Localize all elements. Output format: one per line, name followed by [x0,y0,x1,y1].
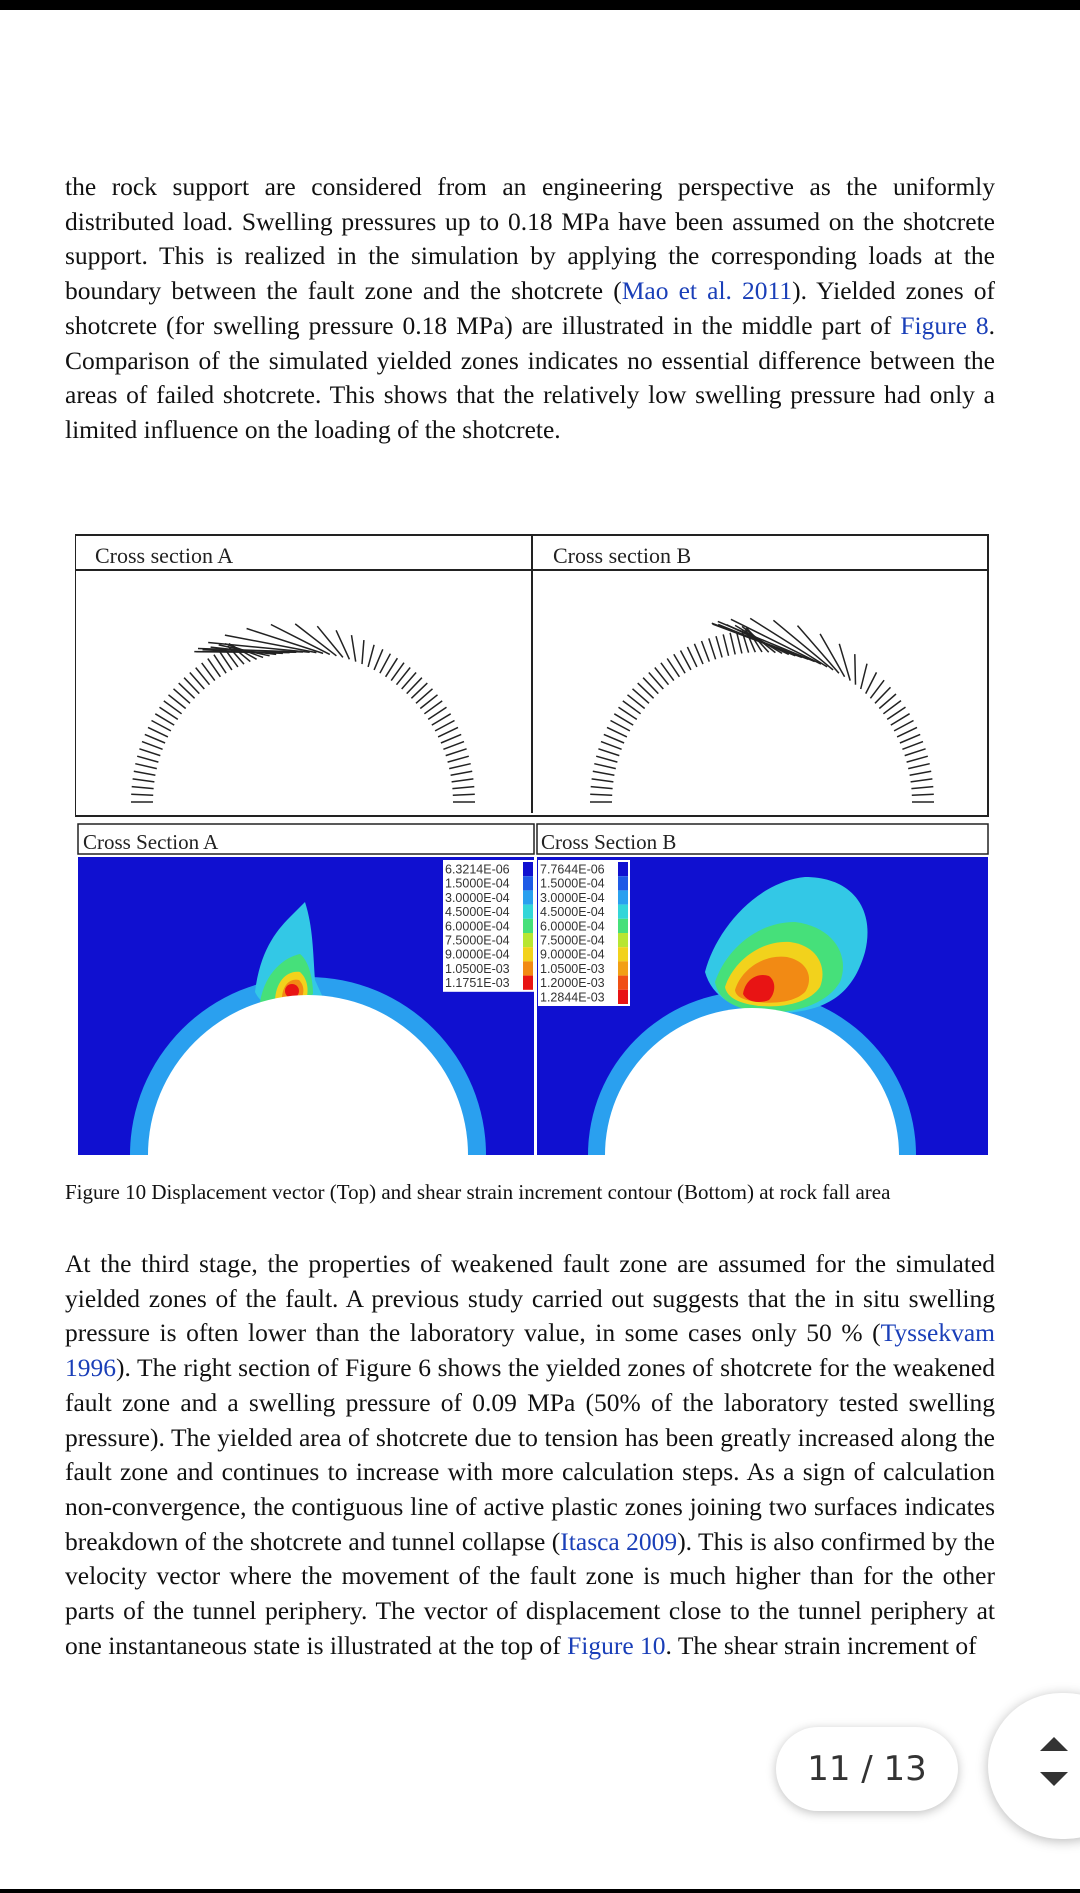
legend-label: 1.0500E-03 [445,961,510,976]
legend-label: 6.3214E-06 [445,862,510,877]
legend-label: 1.2000E-03 [540,976,605,991]
legend-label: 6.0000E-04 [540,919,605,934]
legend-swatch [523,876,533,890]
legend-swatch [523,890,533,904]
legend-swatch [523,976,533,990]
displacement-vector [912,794,934,795]
citation-link-mao[interactable]: Mao et al. 2011 [621,276,793,306]
legend-label: 9.0000E-04 [445,947,510,962]
displacement-vector [855,654,856,685]
page-down-icon[interactable] [1040,1772,1068,1786]
legend-swatch [618,905,628,919]
figure-8-link[interactable]: Figure 8 [900,310,989,340]
citation-link-tyssekvam[interactable]: Tyssekvam 1996 [65,1318,995,1383]
displacement-vector [453,794,475,795]
legend-swatch [618,876,628,890]
legend-label: 9.0000E-04 [540,947,605,962]
legend-label: 1.5000E-04 [540,876,605,891]
legend-swatch [618,862,628,876]
legend-swatch [523,905,533,919]
bottom-bar [0,1889,1080,1893]
top-right-label: Cross section B [553,543,692,568]
legend-a [443,860,535,992]
legend-swatch [523,919,533,933]
displacement-vector [131,794,153,795]
bottom-right-label: Cross Section B [541,830,677,854]
legend-swatch [618,919,628,933]
status-bar [0,0,1080,10]
legend-label: 1.0500E-03 [540,961,605,976]
legend-label: 1.5000E-04 [445,876,510,891]
legend-b [538,860,630,1006]
legend-swatch [618,947,628,961]
paragraph-2: At the third stage, the properties of weakened fault zone are assumed for the simulated yielded zones of the fault. A previous study carried out suggests that the in situ swelling pressure is often lower than the laboratory value, in some cases only 50 % (Tyssekvam 1996). The right section of Figure 6 shows the yielded zones of shotcrete for the weakened fault zone and a swelling pressure of 0.09 MPa (50% of the laboratory tested swelling pressure). The yielded area of shotcrete due to tension has been greatly increased along the fault zone and continues to increase with more calculation steps. As a sign of calculation non-convergence, the contiguous line of active plastic zones joining two surfaces indicates breakdown of the shotcrete and tunnel collapse (Itasca 2009). This is also confirmed by the velocity vector where the movement of the fault zone is much higher than for the other parts of the tunnel periphery. The vector of displacement close to the tunnel periphery at one instantaneous state is illustrated at the top of Figure 10. The shear strain increment of [65,1249,995,1660]
legend-label: 3.0000E-04 [540,890,605,905]
legend-label: 6.0000E-04 [445,919,510,934]
figure-caption: Figure 10 Displacement vector (Top) and shear strain increment contour (Bottom) at rock fall area [65,1180,891,1204]
page-indicator[interactable]: 11 / 13 [776,1727,958,1811]
figure-10 [75,532,993,1160]
bottom-left-label: Cross Section A [83,830,219,854]
citation-link-itasca[interactable]: Itasca 2009 [560,1526,678,1556]
displacement-vector [590,794,612,795]
legend-label: 7.5000E-04 [445,933,510,948]
legend-swatch [618,976,628,990]
legend-label: 1.1751E-03 [445,976,510,991]
legend-swatch [523,933,533,947]
legend-label: 3.0000E-04 [445,890,510,905]
legend-swatch [618,961,628,975]
legend-label: 7.7644E-06 [540,862,605,877]
paragraph-1: the rock support are considered from an engineering perspective as the uniformly distributed load. Swelling pressures up to 0.18 MPa have been assumed on the shotcrete support. This is realized in the simulation by applying the corresponding loads at the boundary between the fault zone and the shotcrete (Mao et al. 2011). Yielded zones of shotcrete (for swelling pressure 0.18 MPa) are illustrated in the middle part of Figure 8. Comparison of the simulated yielded zones indicates no essential difference between the areas of failed shotcrete. This shows that the relatively low swelling pressure had only a limited influence on the loading of the shotcrete. [65,172,995,444]
legend-label: 1.2844E-03 [540,990,605,1005]
legend-label: 4.5000E-04 [445,905,510,920]
page-nav-button[interactable] [988,1693,1080,1839]
legend-swatch [618,933,628,947]
legend-swatch [523,961,533,975]
legend-swatch [618,990,628,1004]
figure-10-link[interactable]: Figure 10 [567,1630,666,1660]
legend-label: 4.5000E-04 [540,905,605,920]
legend-swatch [523,947,533,961]
page-up-icon[interactable] [1040,1737,1068,1751]
top-left-label: Cross section A [95,543,234,568]
legend-swatch [523,862,533,876]
legend-swatch [618,890,628,904]
legend-label: 7.5000E-04 [540,933,605,948]
